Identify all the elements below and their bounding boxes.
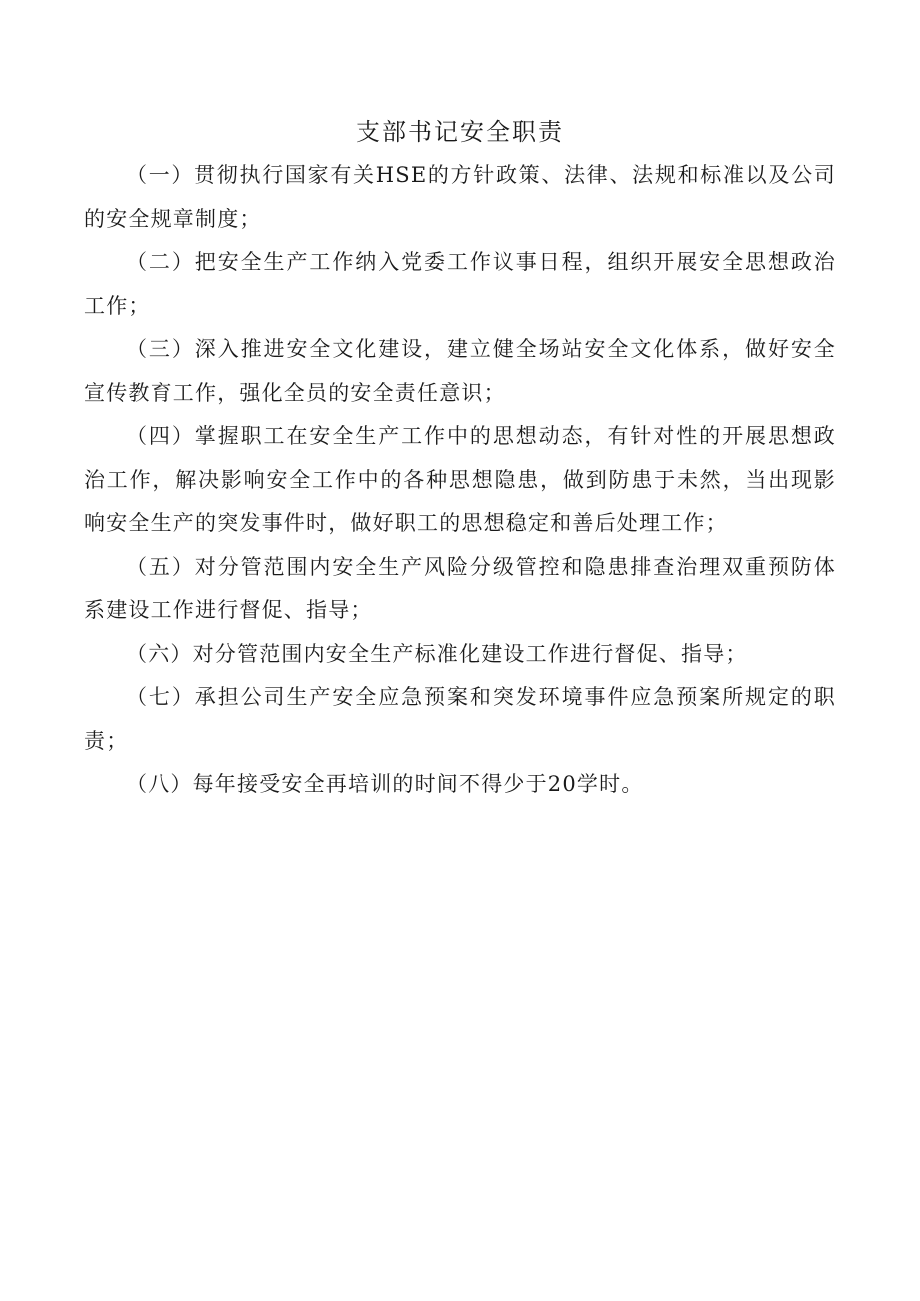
clause-3: （三）深入推进安全文化建设，建立健全场站安全文化体系，做好安全宣传教育工作，强化全员的安全责任意识； (84, 337, 836, 405)
clause-2: （二）把安全生产工作纳入党委工作议事日程，组织开展安全思想政治工作； (84, 250, 836, 318)
clause-5: （五）对分管范围内安全生产风险分级管控和隐患排查治理双重预防体系建设工作进行督促、指导； (84, 554, 836, 622)
clause-1: （一）贯彻执行国家有关HSE的方针政策、法律、法规和标准以及公司的安全规章制度； (84, 163, 836, 231)
clause-8: （八）每年接受安全再培训的时间不得少于20学时。 (126, 772, 644, 796)
clause-7: （七）承担公司生产安全应急预案和突发环境事件应急预案所规定的职责； (84, 685, 836, 753)
clause-6: （六）对分管范围内安全生产标准化建设工作进行督促、指导； (126, 641, 748, 666)
clause-4: （四）掌握职工在安全生产工作中的思想动态，有针对性的开展思想政治工作，解决影响安全工作中的各种思想隐患，做到防患于未然，当出现影响安全生产的突发事件时，做好职工的思想稳定和善后处理工作； (84, 424, 836, 535)
document-title: 支部书记安全职责 (356, 118, 564, 146)
